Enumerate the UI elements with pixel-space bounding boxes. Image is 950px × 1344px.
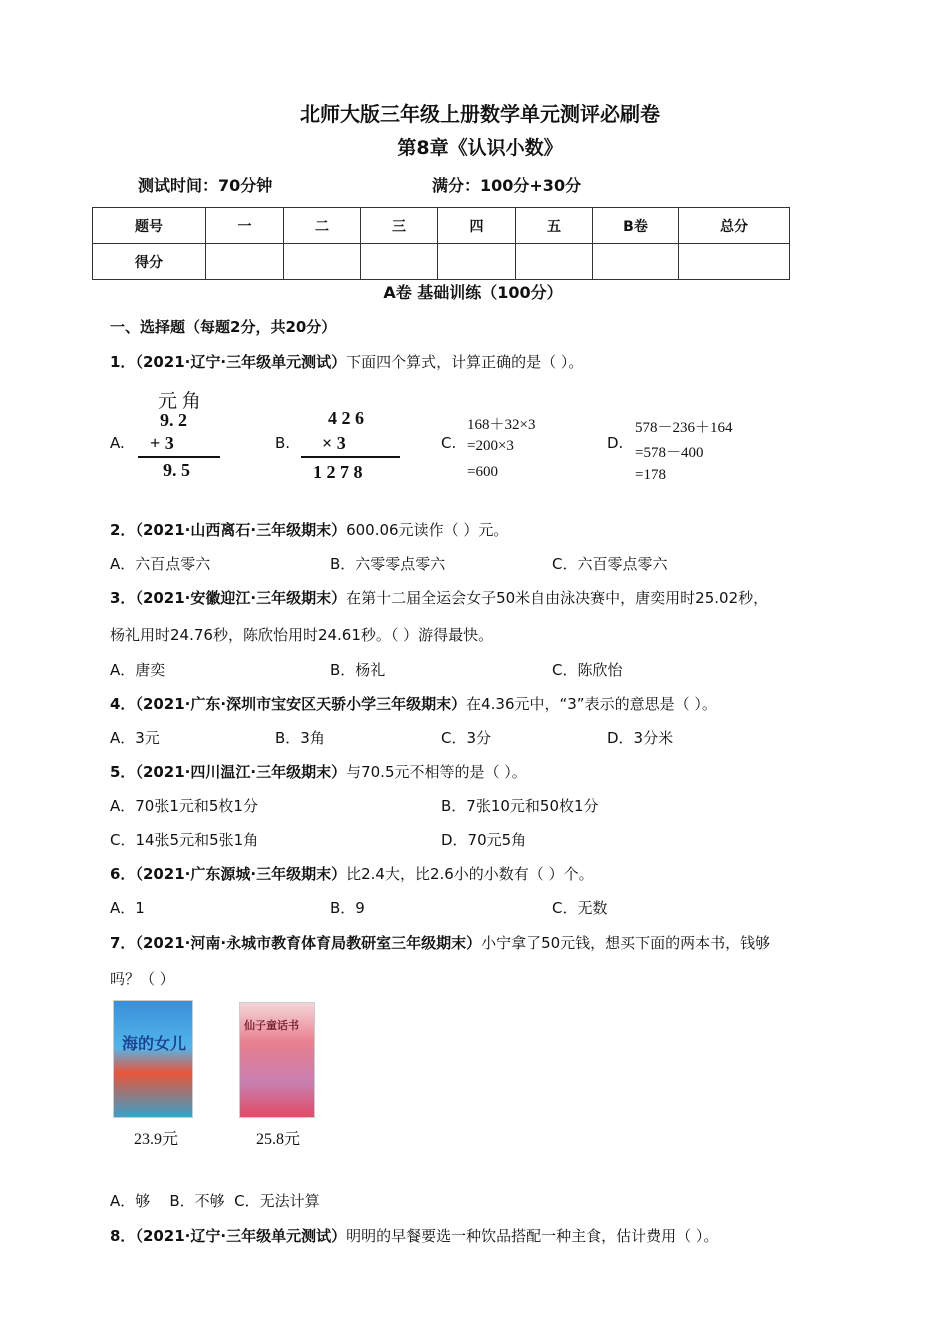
options[interactable]: A．够 B．不够 C．无法计算 (110, 1192, 320, 1210)
option-b-label: B. (275, 434, 291, 452)
calc-c-line3: =600 (467, 464, 498, 480)
header-cell: 四 (438, 208, 516, 244)
score-cell[interactable] (593, 244, 679, 280)
option-d[interactable]: D．3分米 (607, 729, 674, 747)
doc-title: 北师大版三年级上册数学单元测评必刷卷 (300, 102, 660, 126)
option-c[interactable]: C．14张5元和5张1角 (110, 831, 259, 849)
option-a[interactable]: A．3元 (110, 729, 160, 747)
section-a-title: A卷 基础训练（100分） (383, 283, 563, 302)
option-d-label: D. (607, 434, 624, 452)
q-source: （2021·山西离石·三年级期末） (135, 521, 347, 539)
q-num: 2． (110, 521, 136, 539)
option-c[interactable]: C．无数 (552, 899, 608, 917)
q-num: 6． (110, 865, 136, 883)
score-cell[interactable] (206, 244, 284, 280)
table-header-row (93, 208, 790, 244)
option-c[interactable]: C．陈欣怡 (552, 661, 623, 679)
full-score: 满分：100分+30分 (432, 176, 582, 195)
book-title: 海的女儿 (122, 1034, 187, 1053)
header-cell: 题号 (93, 208, 206, 244)
q-text: 小宁拿了50元钱，想买下面的两本书，钱够 (481, 934, 771, 952)
header-cell: 二 (284, 208, 361, 244)
option-b[interactable]: B．六零零点零六 (330, 555, 446, 573)
option-a[interactable]: A．70张1元和5枚1分 (110, 797, 258, 815)
header-cell: 一 (206, 208, 284, 244)
score-cell[interactable] (438, 244, 516, 280)
book-price: 23.9元 (134, 1131, 179, 1148)
q-text-cont: 杨礼用时24.76秒，陈欣怡用时24.61秒。（ ）游得最快。 (110, 626, 494, 644)
q-num: 7． (110, 934, 136, 952)
question-1 (110, 351, 583, 372)
row-label: 得分 (93, 244, 206, 280)
calc-c-line2: =200×3 (467, 438, 514, 454)
option-b[interactable]: B．9 (330, 899, 365, 917)
test-time: 测试时间：70分钟 (138, 176, 273, 195)
question-8 (110, 1225, 718, 1246)
score-cell[interactable] (284, 244, 361, 280)
q-source: （2021·辽宁·三年级单元测试） (135, 353, 347, 371)
option-a[interactable]: A．1 (110, 899, 145, 917)
score-table (92, 207, 790, 280)
header-cell: B卷 (593, 208, 679, 244)
option-a[interactable]: A．六百点零六 (110, 555, 211, 573)
book-cover-image (113, 1000, 193, 1118)
option-d[interactable]: D．70元5角 (441, 831, 527, 849)
q-text: 明明的早餐要选一种饮品搭配一种主食，估计费用（ ）。 (346, 1227, 719, 1245)
calc-a-op: + 3 (150, 433, 174, 453)
calc-c-line1: 168＋32×3 (467, 417, 536, 433)
q-text: 在4.36元中，“3”表示的意思是（ ）。 (466, 695, 717, 713)
q-text-cont: 吗？（ ） (110, 970, 175, 988)
q-source: （2021·广东源城·三年级期末） (135, 865, 347, 883)
header-cell: 三 (361, 208, 438, 244)
q-text: 比2.4大，比2.6小的小数有（ ）个。 (346, 865, 594, 883)
question-2 (110, 519, 508, 540)
calc-b-op: × 3 (322, 433, 346, 453)
score-cell[interactable] (516, 244, 593, 280)
q-text: 600.06元读作（ ）元。 (346, 521, 509, 539)
option-c-label: C. (441, 434, 457, 452)
header-cell: 五 (516, 208, 593, 244)
calc-a-result: 9. 5 (163, 460, 190, 480)
part-1-heading: 一、选择题（每题2分，共20分） (110, 318, 337, 336)
q-num: 5． (110, 763, 136, 781)
q-num: 1． (110, 353, 136, 371)
q-source: （2021·辽宁·三年级单元测试） (135, 1227, 347, 1245)
book-title: 仙子童话书 (244, 1019, 299, 1032)
book-cover-image (239, 1002, 315, 1118)
score-row (93, 244, 790, 280)
q-source: （2021·河南·永城市教育体育局教研室三年级期末） (135, 934, 482, 952)
q-text: 与70.5元不相等的是（ ）。 (346, 763, 527, 781)
q-num: 3． (110, 589, 136, 607)
q-source: （2021·四川温江·三年级期末） (135, 763, 347, 781)
q-num: 8． (110, 1227, 136, 1245)
question-3 (110, 587, 768, 608)
calc-d-line2: =578－400 (635, 445, 704, 461)
q-source: （2021·广东·深圳市宝安区天骄小学三年级期末） (135, 695, 467, 713)
option-c[interactable]: C．六百零点零六 (552, 555, 668, 573)
question-4 (110, 693, 717, 714)
q-source: （2021·安徽迎江·三年级期末） (135, 589, 347, 607)
score-cell[interactable] (361, 244, 438, 280)
option-b[interactable]: B．3角 (275, 729, 325, 747)
doc-subtitle: 第8章《认识小数》 (397, 137, 563, 159)
calc-d-line3: =178 (635, 467, 666, 483)
q-num: 4． (110, 695, 136, 713)
header-cell: 总分 (679, 208, 790, 244)
question-5 (110, 761, 527, 782)
units-label: 元 角 (158, 391, 201, 412)
question-6 (110, 863, 594, 884)
calc-d-line1: 578－236＋164 (635, 420, 733, 436)
score-cell[interactable] (679, 244, 790, 280)
calc-a-rule (138, 456, 220, 458)
book-price: 25.8元 (256, 1131, 301, 1148)
option-b[interactable]: B．7张10元和50枚1分 (441, 797, 599, 815)
q-text: 下面四个算式，计算正确的是（ ）。 (346, 353, 584, 371)
calc-b-top: 4 2 6 (328, 408, 364, 428)
q-text: 在第十二届全运会女子50米自由泳决赛中，唐奕用时25.02秒， (346, 589, 769, 607)
option-b[interactable]: B．杨礼 (330, 661, 386, 679)
calc-a-top: 9. 2 (160, 410, 187, 430)
calc-b-result: 1 2 7 8 (313, 462, 363, 482)
calc-b-rule (301, 456, 400, 458)
option-a[interactable]: A．唐奕 (110, 661, 166, 679)
option-a-label: A. (110, 434, 125, 452)
option-c[interactable]: C．3分 (441, 729, 492, 747)
question-7 (110, 932, 770, 953)
